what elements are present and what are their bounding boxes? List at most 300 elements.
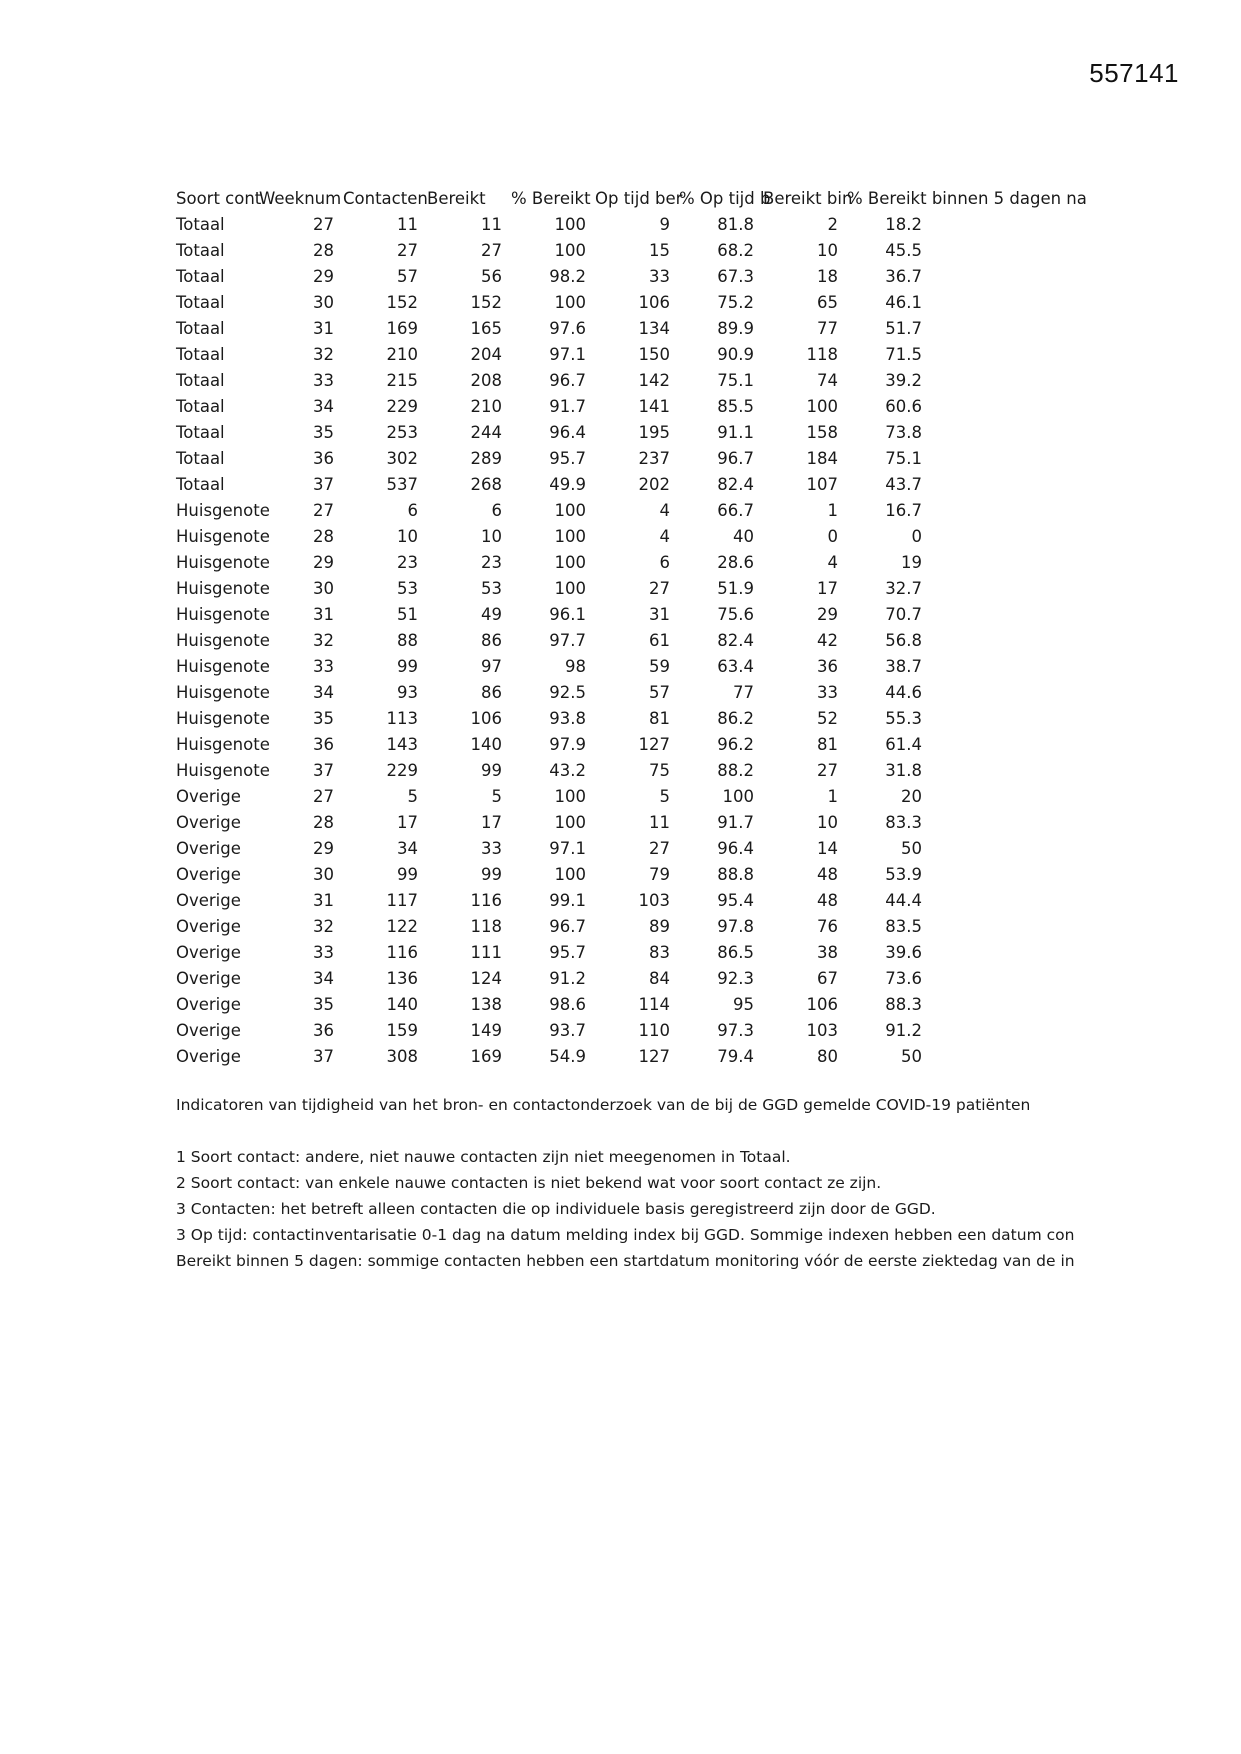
value-cell: 88 xyxy=(397,631,418,650)
value-cell: 35 xyxy=(313,709,334,728)
value-cell: 44.6 xyxy=(885,683,922,702)
value-cell: 111 xyxy=(470,943,502,962)
value-cell: 27 xyxy=(313,215,334,234)
value-cell: 84 xyxy=(649,969,670,988)
empty-cell xyxy=(931,550,1076,576)
value-cell: 6 xyxy=(407,501,418,520)
value-cell: 40 xyxy=(733,527,754,546)
value-cell: 75.2 xyxy=(717,293,754,312)
value-cell: 65 xyxy=(817,293,838,312)
table-row xyxy=(176,862,1076,888)
value-cell: 91.2 xyxy=(885,1021,922,1040)
value-cell: 54.9 xyxy=(549,1047,586,1066)
value-cell: 11 xyxy=(481,215,502,234)
footnote: 1 Soort contact: andere, niet nauwe contacten zijn niet meegenomen in Totaal. xyxy=(176,1148,791,1166)
value-cell: 127 xyxy=(638,735,670,754)
empty-cell xyxy=(931,888,1076,914)
value-cell: 86 xyxy=(481,683,502,702)
value-cell: 202 xyxy=(638,475,670,494)
value-cell: 67 xyxy=(817,969,838,988)
value-cell: 33 xyxy=(649,267,670,286)
value-cell: 95.7 xyxy=(549,449,586,468)
value-cell: 37 xyxy=(313,475,334,494)
value-cell: 95 xyxy=(733,995,754,1014)
value-cell: 122 xyxy=(386,917,418,936)
value-cell: 27 xyxy=(313,787,334,806)
value-cell: 34 xyxy=(397,839,418,858)
value-cell: 140 xyxy=(470,735,502,754)
footnote: 3 Contacten: het betreft alleen contacten die op individuele basis geregistreerd zijn door de GGD. xyxy=(176,1200,936,1218)
row-label-cell: Huisgenote xyxy=(176,735,270,754)
value-cell: 142 xyxy=(638,371,670,390)
value-cell: 88.3 xyxy=(885,995,922,1014)
table-row xyxy=(176,316,1076,342)
value-cell: 141 xyxy=(638,397,670,416)
value-cell: 229 xyxy=(386,397,418,416)
value-cell: 184 xyxy=(806,449,838,468)
value-cell: 36 xyxy=(313,1021,334,1040)
value-cell: 37 xyxy=(313,761,334,780)
table-row xyxy=(176,472,1076,498)
value-cell: 38.7 xyxy=(885,657,922,676)
value-cell: 96.7 xyxy=(717,449,754,468)
empty-cell xyxy=(931,992,1076,1018)
value-cell: 1 xyxy=(827,787,838,806)
empty-cell xyxy=(931,862,1076,888)
value-cell: 43.7 xyxy=(885,475,922,494)
row-label-cell: Totaal xyxy=(176,397,225,416)
value-cell: 51.7 xyxy=(885,319,922,338)
value-cell: 97.7 xyxy=(549,631,586,650)
value-cell: 5 xyxy=(407,787,418,806)
value-cell: 4 xyxy=(827,553,838,572)
value-cell: 36.7 xyxy=(885,267,922,286)
value-cell: 0 xyxy=(911,527,922,546)
empty-cell xyxy=(931,914,1076,940)
row-label-cell: Overige xyxy=(176,891,241,910)
value-cell: 100 xyxy=(554,813,586,832)
value-cell: 56 xyxy=(481,267,502,286)
value-cell: 85.5 xyxy=(717,397,754,416)
empty-cell xyxy=(931,524,1076,550)
value-cell: 113 xyxy=(386,709,418,728)
value-cell: 76 xyxy=(817,917,838,936)
row-label-cell: Overige xyxy=(176,995,241,1014)
value-cell: 14 xyxy=(817,839,838,858)
value-cell: 204 xyxy=(470,345,502,364)
table-row xyxy=(176,888,1076,914)
value-cell: 93 xyxy=(397,683,418,702)
value-cell: 34 xyxy=(313,397,334,416)
table-body xyxy=(176,212,1076,1070)
value-cell: 100 xyxy=(554,865,586,884)
value-cell: 66.7 xyxy=(717,501,754,520)
value-cell: 244 xyxy=(470,423,502,442)
empty-cell xyxy=(931,342,1076,368)
row-label-cell: Overige xyxy=(176,1047,241,1066)
value-cell: 60.6 xyxy=(885,397,922,416)
empty-cell xyxy=(931,966,1076,992)
notes-section xyxy=(176,1092,1076,1274)
value-cell: 134 xyxy=(638,319,670,338)
value-cell: 35 xyxy=(313,423,334,442)
empty-cell xyxy=(931,576,1076,602)
value-cell: 67.3 xyxy=(717,267,754,286)
footnote: 3 Op tijd: contactinventarisatie 0-1 dag na datum melding index bij GGD. Sommige indexen hebben een datum con xyxy=(176,1226,1075,1244)
footnote: Bereikt binnen 5 dagen: sommige contacten hebben een startdatum monitoring vóór de eerste ziektedag van de in xyxy=(176,1252,1075,1270)
value-cell: 53.9 xyxy=(885,865,922,884)
value-cell: 29 xyxy=(313,267,334,286)
value-cell: 10 xyxy=(397,527,418,546)
empty-cell xyxy=(931,732,1076,758)
value-cell: 50 xyxy=(901,1047,922,1066)
value-cell: 53 xyxy=(481,579,502,598)
column-header: % Bereikt xyxy=(511,189,591,208)
value-cell: 308 xyxy=(386,1047,418,1066)
value-cell: 28 xyxy=(313,241,334,260)
row-label-cell: Huisgenote xyxy=(176,657,270,676)
row-label-cell: Huisgenote xyxy=(176,683,270,702)
value-cell: 17 xyxy=(481,813,502,832)
row-label-cell: Overige xyxy=(176,1021,241,1040)
value-cell: 39.6 xyxy=(885,943,922,962)
value-cell: 33 xyxy=(481,839,502,858)
row-label-cell: Totaal xyxy=(176,267,225,286)
empty-cell xyxy=(931,680,1076,706)
value-cell: 45.5 xyxy=(885,241,922,260)
value-cell: 77 xyxy=(733,683,754,702)
value-cell: 117 xyxy=(386,891,418,910)
value-cell: 91.2 xyxy=(549,969,586,988)
column-header: Soort cont xyxy=(176,189,262,208)
table-row xyxy=(176,498,1076,524)
value-cell: 82.4 xyxy=(717,475,754,494)
value-cell: 32 xyxy=(313,345,334,364)
value-cell: 27 xyxy=(649,839,670,858)
footnote: 2 Soort contact: van enkele nauwe contacten is niet bekend wat voor soort contact ze zijn. xyxy=(176,1174,882,1192)
value-cell: 158 xyxy=(806,423,838,442)
value-cell: 30 xyxy=(313,865,334,884)
value-cell: 103 xyxy=(806,1021,838,1040)
value-cell: 100 xyxy=(554,553,586,572)
row-label-cell: Totaal xyxy=(176,423,225,442)
value-cell: 33 xyxy=(817,683,838,702)
value-cell: 46.1 xyxy=(885,293,922,312)
row-label-cell: Huisgenote xyxy=(176,631,270,650)
value-cell: 95.4 xyxy=(717,891,754,910)
table-row xyxy=(176,394,1076,420)
value-cell: 100 xyxy=(554,215,586,234)
value-cell: 114 xyxy=(638,995,670,1014)
value-cell: 23 xyxy=(481,553,502,572)
table-row xyxy=(176,1044,1076,1070)
value-cell: 19 xyxy=(901,553,922,572)
table-row xyxy=(176,992,1076,1018)
value-cell: 10 xyxy=(817,241,838,260)
value-cell: 82.4 xyxy=(717,631,754,650)
value-cell: 50 xyxy=(901,839,922,858)
value-cell: 48 xyxy=(817,891,838,910)
value-cell: 106 xyxy=(470,709,502,728)
empty-cell xyxy=(931,420,1076,446)
column-header: Weeknum xyxy=(259,189,342,208)
column-header: % Bereikt binnen 5 dagen na xyxy=(847,189,1087,208)
value-cell: 27 xyxy=(649,579,670,598)
row-label-cell: Totaal xyxy=(176,215,225,234)
empty-cell xyxy=(931,1044,1076,1070)
value-cell: 28 xyxy=(313,527,334,546)
value-cell: 29 xyxy=(313,839,334,858)
value-cell: 96.2 xyxy=(717,735,754,754)
column-header: Op tijd ber xyxy=(595,189,683,208)
table-row xyxy=(176,628,1076,654)
value-cell: 124 xyxy=(470,969,502,988)
value-cell: 210 xyxy=(470,397,502,416)
value-cell: 53 xyxy=(397,579,418,598)
value-cell: 97.8 xyxy=(717,917,754,936)
value-cell: 107 xyxy=(806,475,838,494)
value-cell: 97.3 xyxy=(717,1021,754,1040)
value-cell: 2 xyxy=(827,215,838,234)
document-number: 557141 xyxy=(1089,58,1179,88)
value-cell: 75.1 xyxy=(885,449,922,468)
table-header-row xyxy=(176,186,1076,212)
empty-cell xyxy=(931,810,1076,836)
table-row xyxy=(176,368,1076,394)
empty-cell xyxy=(931,654,1076,680)
row-label-cell: Overige xyxy=(176,969,241,988)
empty-cell xyxy=(931,1018,1076,1044)
value-cell: 83 xyxy=(649,943,670,962)
table-row xyxy=(176,680,1076,706)
value-cell: 29 xyxy=(313,553,334,572)
table-row xyxy=(176,654,1076,680)
value-cell: 93.7 xyxy=(549,1021,586,1040)
value-cell: 106 xyxy=(638,293,670,312)
value-cell: 96.7 xyxy=(549,371,586,390)
table-row xyxy=(176,758,1076,784)
table-row xyxy=(176,914,1076,940)
table-row xyxy=(176,238,1076,264)
value-cell: 91.1 xyxy=(717,423,754,442)
value-cell: 91.7 xyxy=(549,397,586,416)
value-cell: 44.4 xyxy=(885,891,922,910)
value-cell: 28 xyxy=(313,813,334,832)
value-cell: 33 xyxy=(313,943,334,962)
value-cell: 30 xyxy=(313,579,334,598)
data-table xyxy=(176,186,1087,1070)
value-cell: 52 xyxy=(817,709,838,728)
row-label-cell: Overige xyxy=(176,839,241,858)
value-cell: 86 xyxy=(481,631,502,650)
value-cell: 17 xyxy=(817,579,838,598)
empty-cell xyxy=(931,472,1076,498)
empty-cell xyxy=(931,394,1076,420)
value-cell: 98.2 xyxy=(549,267,586,286)
value-cell: 32 xyxy=(313,631,334,650)
empty-cell xyxy=(931,212,1076,238)
value-cell: 20 xyxy=(901,787,922,806)
empty-cell xyxy=(931,758,1076,784)
table-row xyxy=(176,420,1076,446)
row-label-cell: Huisgenote xyxy=(176,553,270,572)
row-label-cell: Huisgenote xyxy=(176,605,270,624)
value-cell: 208 xyxy=(470,371,502,390)
row-label-cell: Overige xyxy=(176,813,241,832)
empty-cell xyxy=(931,498,1076,524)
value-cell: 103 xyxy=(638,891,670,910)
value-cell: 6 xyxy=(491,501,502,520)
value-cell: 42 xyxy=(817,631,838,650)
empty-cell xyxy=(931,784,1076,810)
value-cell: 100 xyxy=(806,397,838,416)
value-cell: 27 xyxy=(313,501,334,520)
value-cell: 73.8 xyxy=(885,423,922,442)
value-cell: 268 xyxy=(470,475,502,494)
value-cell: 51.9 xyxy=(717,579,754,598)
row-label-cell: Totaal xyxy=(176,241,225,260)
empty-cell xyxy=(931,290,1076,316)
value-cell: 70.7 xyxy=(885,605,922,624)
value-cell: 140 xyxy=(386,995,418,1014)
value-cell: 116 xyxy=(470,891,502,910)
value-cell: 1 xyxy=(827,501,838,520)
row-label-cell: Totaal xyxy=(176,319,225,338)
value-cell: 86.5 xyxy=(717,943,754,962)
value-cell: 165 xyxy=(470,319,502,338)
value-cell: 88.2 xyxy=(717,761,754,780)
value-cell: 74 xyxy=(817,371,838,390)
table-row xyxy=(176,550,1076,576)
value-cell: 116 xyxy=(386,943,418,962)
value-cell: 33 xyxy=(313,371,334,390)
row-label-cell: Huisgenote xyxy=(176,501,270,520)
value-cell: 149 xyxy=(470,1021,502,1040)
table-row xyxy=(176,940,1076,966)
value-cell: 77 xyxy=(817,319,838,338)
value-cell: 33 xyxy=(313,657,334,676)
empty-cell xyxy=(931,940,1076,966)
value-cell: 97.9 xyxy=(549,735,586,754)
value-cell: 106 xyxy=(806,995,838,1014)
value-cell: 4 xyxy=(659,527,670,546)
value-cell: 92.3 xyxy=(717,969,754,988)
value-cell: 10 xyxy=(817,813,838,832)
empty-cell xyxy=(931,706,1076,732)
value-cell: 15 xyxy=(649,241,670,260)
value-cell: 83.5 xyxy=(885,917,922,936)
value-cell: 81.8 xyxy=(717,215,754,234)
empty-cell xyxy=(931,316,1076,342)
table-row xyxy=(176,290,1076,316)
value-cell: 98 xyxy=(565,657,586,676)
row-label-cell: Huisgenote xyxy=(176,709,270,728)
empty-cell xyxy=(931,602,1076,628)
value-cell: 88.8 xyxy=(717,865,754,884)
value-cell: 27 xyxy=(397,241,418,260)
value-cell: 97.6 xyxy=(549,319,586,338)
value-cell: 51 xyxy=(397,605,418,624)
value-cell: 43.2 xyxy=(549,761,586,780)
value-cell: 5 xyxy=(491,787,502,806)
value-cell: 210 xyxy=(386,345,418,364)
value-cell: 100 xyxy=(722,787,754,806)
value-cell: 86.2 xyxy=(717,709,754,728)
value-cell: 100 xyxy=(554,787,586,806)
value-cell: 91.7 xyxy=(717,813,754,832)
value-cell: 35 xyxy=(313,995,334,1014)
value-cell: 31 xyxy=(313,319,334,338)
empty-cell xyxy=(931,836,1076,862)
value-cell: 229 xyxy=(386,761,418,780)
value-cell: 95.7 xyxy=(549,943,586,962)
row-label-cell: Overige xyxy=(176,865,241,884)
value-cell: 18 xyxy=(817,267,838,286)
value-cell: 93.8 xyxy=(549,709,586,728)
row-label-cell: Totaal xyxy=(176,293,225,312)
value-cell: 31 xyxy=(313,891,334,910)
value-cell: 30 xyxy=(313,293,334,312)
column-header: % Op tijd b xyxy=(679,189,771,208)
value-cell: 152 xyxy=(386,293,418,312)
value-cell: 48 xyxy=(817,865,838,884)
value-cell: 57 xyxy=(649,683,670,702)
value-cell: 99 xyxy=(397,865,418,884)
value-cell: 100 xyxy=(554,293,586,312)
value-cell: 27 xyxy=(817,761,838,780)
value-cell: 75.1 xyxy=(717,371,754,390)
row-label-cell: Totaal xyxy=(176,371,225,390)
value-cell: 237 xyxy=(638,449,670,468)
row-label-cell: Huisgenote xyxy=(176,761,270,780)
value-cell: 32 xyxy=(313,917,334,936)
value-cell: 23 xyxy=(397,553,418,572)
row-label-cell: Totaal xyxy=(176,475,225,494)
row-label-cell: Totaal xyxy=(176,449,225,468)
value-cell: 302 xyxy=(386,449,418,468)
value-cell: 195 xyxy=(638,423,670,442)
value-cell: 36 xyxy=(313,449,334,468)
table-row xyxy=(176,732,1076,758)
value-cell: 136 xyxy=(386,969,418,988)
row-label-cell: Totaal xyxy=(176,345,225,364)
value-cell: 81 xyxy=(817,735,838,754)
table-row xyxy=(176,212,1076,238)
value-cell: 32.7 xyxy=(885,579,922,598)
value-cell: 253 xyxy=(386,423,418,442)
table-row xyxy=(176,966,1076,992)
value-cell: 152 xyxy=(470,293,502,312)
value-cell: 61.4 xyxy=(885,735,922,754)
value-cell: 90.9 xyxy=(717,345,754,364)
value-cell: 11 xyxy=(397,215,418,234)
value-cell: 89 xyxy=(649,917,670,936)
column-header: Bereikt bin xyxy=(763,189,853,208)
value-cell: 159 xyxy=(386,1021,418,1040)
value-cell: 59 xyxy=(649,657,670,676)
value-cell: 97.1 xyxy=(549,345,586,364)
table-row xyxy=(176,524,1076,550)
value-cell: 39.2 xyxy=(885,371,922,390)
value-cell: 150 xyxy=(638,345,670,364)
value-cell: 28.6 xyxy=(717,553,754,572)
value-cell: 118 xyxy=(470,917,502,936)
value-cell: 99.1 xyxy=(549,891,586,910)
value-cell: 29 xyxy=(817,605,838,624)
value-cell: 16.7 xyxy=(885,501,922,520)
value-cell: 96.4 xyxy=(549,423,586,442)
value-cell: 61 xyxy=(649,631,670,650)
